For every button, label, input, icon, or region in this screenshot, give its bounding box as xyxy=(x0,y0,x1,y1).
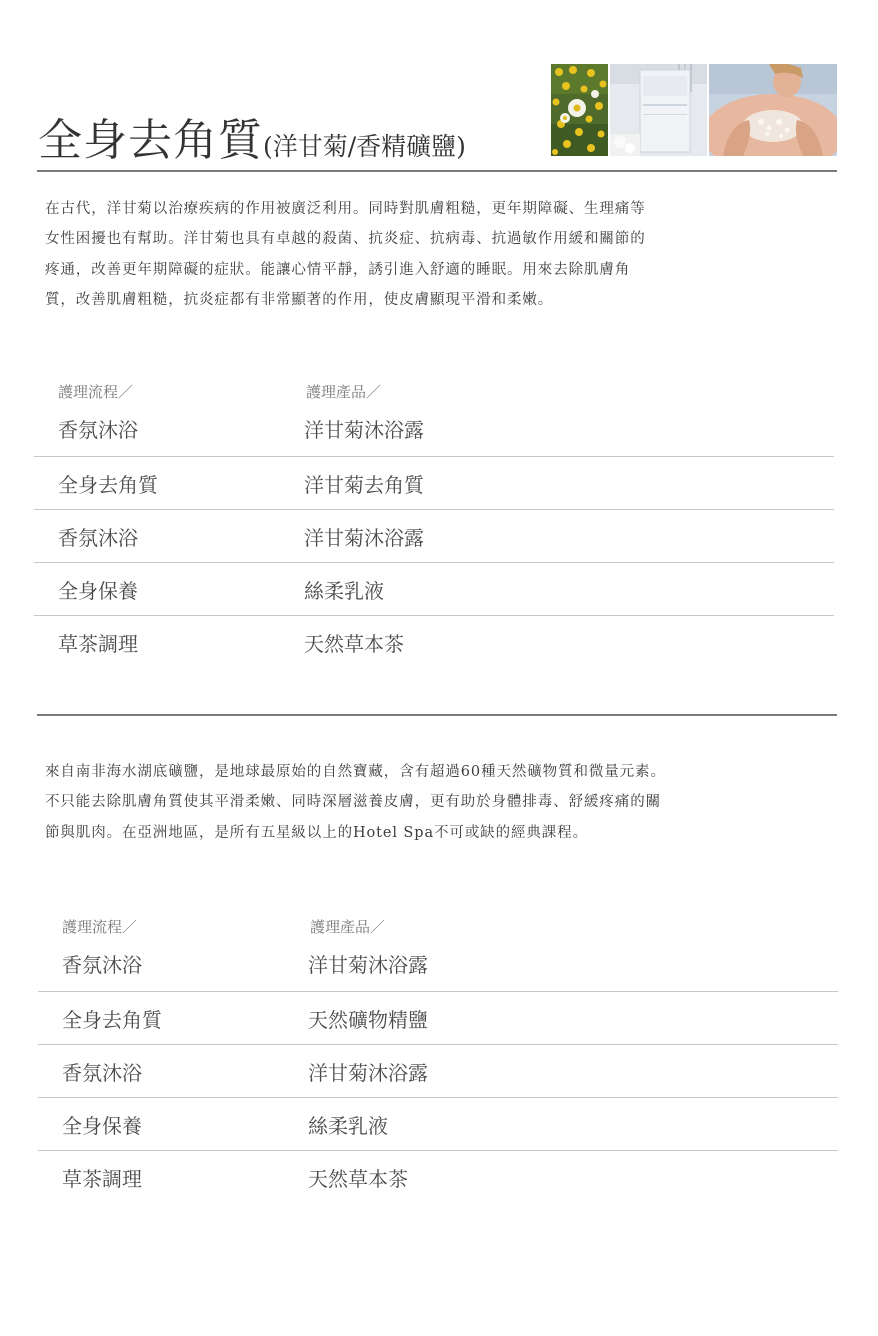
table-row xyxy=(38,1151,838,1203)
product-jar-photo xyxy=(610,64,707,156)
treatment-table-chamomile xyxy=(34,378,834,668)
process-cell: 香氛沐浴 xyxy=(58,526,138,550)
process-cell: 草茶調理 xyxy=(58,632,138,656)
page-title-main: 全身去角質 xyxy=(38,115,263,166)
product-cell: 絲柔乳液 xyxy=(308,1114,388,1138)
process-cell: 草茶調理 xyxy=(62,1167,142,1191)
description-line: 在古代，洋甘菊以治療疾病的作用被廣泛利用。同時對肌膚粗糙，更年期障礙、生理痛等 xyxy=(45,201,646,217)
treatment-table-mineral-salt xyxy=(38,913,838,1203)
product-cell: 天然草本茶 xyxy=(304,632,404,656)
table-row xyxy=(38,992,838,1044)
chamomile-description xyxy=(45,194,705,315)
description-line: 不只能去除肌膚角質使其平滑柔嫩、同時深層滋養皮膚，更有助於身體排毒、舒緩疼痛的關 xyxy=(45,794,661,811)
product-cell: 絲柔乳液 xyxy=(304,579,384,603)
table-row xyxy=(38,939,838,991)
column-header-process: 護理流程／ xyxy=(58,383,134,401)
section-divider xyxy=(37,714,837,716)
table-row xyxy=(34,563,834,615)
description-line: 疼通，改善更年期障礙的症狀。能讓心情平靜，誘引進入舒適的睡眠。用來去除肌膚角 xyxy=(45,261,631,278)
process-cell: 全身保養 xyxy=(58,579,138,603)
column-header-product: 護理產品／ xyxy=(310,918,386,936)
description-line: 質，改善肌膚粗糙，抗炎症都有非常顯著的作用，使皮膚顯現平滑和柔嫩。 xyxy=(45,291,554,308)
product-cell: 洋甘菊沐浴露 xyxy=(308,1061,428,1085)
table-header xyxy=(38,913,838,939)
process-cell: 香氛沐浴 xyxy=(58,418,138,442)
table-row xyxy=(34,457,834,509)
process-cell: 全身保養 xyxy=(62,1114,142,1138)
product-cell: 洋甘菊沐浴露 xyxy=(308,953,428,977)
process-cell: 香氛沐浴 xyxy=(62,1061,142,1085)
process-cell: 全身去角質 xyxy=(58,473,158,497)
process-cell: 香氛沐浴 xyxy=(62,953,142,977)
page-title xyxy=(38,104,466,168)
description-line: 來自南非海水湖底礦鹽，是地球最原始的自然寶藏，含有超過60種天然礦物質和微量元素。 xyxy=(45,764,666,780)
table-row xyxy=(34,616,834,668)
product-cell: 洋甘菊沐浴露 xyxy=(304,418,424,442)
product-cell: 洋甘菊去角質 xyxy=(304,473,424,497)
process-cell: 全身去角質 xyxy=(62,1008,162,1032)
table-row xyxy=(34,404,834,456)
column-header-process: 護理流程／ xyxy=(62,918,138,936)
column-header-product: 護理產品／ xyxy=(306,383,382,401)
description-line: 女性困擾也有幫助。洋甘菊也具有卓越的殺菌、抗炎症、抗病毒、抗過敏作用緩和關節的 xyxy=(45,231,646,248)
description-line: 節與肌肉。在亞洲地區，是所有五星級以上的Hotel Spa不可或缺的經典課程。 xyxy=(45,824,588,841)
product-cell: 天然礦物精鹽 xyxy=(308,1008,428,1032)
table-row xyxy=(34,510,834,562)
chamomile-flowers-photo xyxy=(551,64,608,156)
page-title-sub: (洋甘菊/香精礦鹽) xyxy=(263,132,466,161)
table-row xyxy=(38,1045,838,1097)
product-cell: 洋甘菊沐浴露 xyxy=(304,526,424,550)
product-cell: 天然草本茶 xyxy=(308,1167,408,1191)
back-massage-photo xyxy=(709,64,837,156)
header-divider xyxy=(37,170,837,172)
mineral-salt-description xyxy=(45,757,715,848)
table-row xyxy=(38,1098,838,1150)
table-header xyxy=(34,378,834,404)
